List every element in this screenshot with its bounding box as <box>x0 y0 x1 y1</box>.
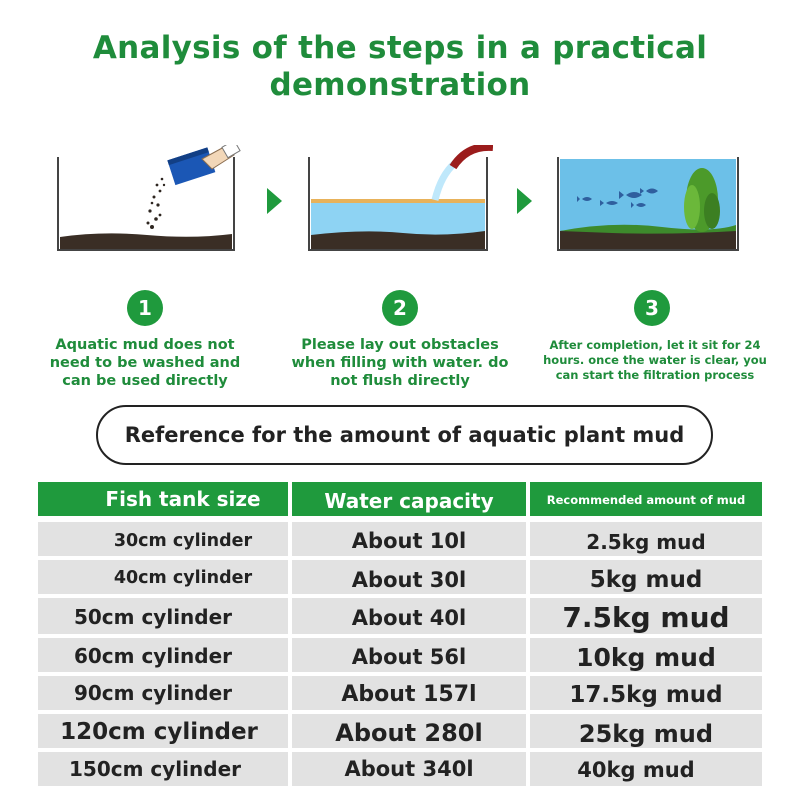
caption-line: hours. once the water is clear, you <box>543 353 767 367</box>
table-row-1-size: 30cm cylinder <box>38 522 288 556</box>
table-row-4-mud: 10kg mud <box>530 638 762 672</box>
table-row-5-capacity: About 157l <box>292 676 526 710</box>
title-line-1: Analysis of the steps in a practical <box>92 30 708 66</box>
table-row-7-mud: 40kg mud <box>530 752 762 786</box>
step-2-caption <box>278 336 522 390</box>
caption-line: After completion, let it sit for 24 <box>549 338 761 352</box>
table-row-3-capacity: About 40l <box>292 598 526 634</box>
table-row-3-mud: 7.5kg mud <box>530 598 762 634</box>
step-3-number: 3 <box>634 290 670 326</box>
step-1-number: 1 <box>127 290 163 326</box>
step-3-caption <box>535 338 775 383</box>
table-row-1-capacity: About 10l <box>292 522 526 556</box>
caption-line: when filling with water. do <box>291 355 509 371</box>
arrow-right-icon-2 <box>517 188 532 214</box>
table-row-7-capacity: About 340l <box>292 752 526 786</box>
step-2-number: 2 <box>382 290 418 326</box>
table-row-6-size: 120cm cylinder <box>38 714 288 748</box>
reference-title: Reference for the amount of aquatic plant mud <box>96 405 713 465</box>
caption-line: not flush directly <box>330 373 470 389</box>
step-1-illustration <box>52 145 242 260</box>
caption-line: need to be washed and <box>49 355 241 371</box>
table-row-2-size: 40cm cylinder <box>38 560 288 594</box>
table-row-7-size: 150cm cylinder <box>38 752 288 786</box>
header-water-capacity: Water capacity <box>292 482 526 516</box>
table-row-5-size: 90cm cylinder <box>38 676 288 710</box>
step-3-illustration <box>552 145 742 260</box>
step-2-illustration <box>303 145 493 260</box>
page-title <box>0 30 800 104</box>
table-row-6-capacity: About 280l <box>292 714 526 748</box>
caption-line: can start the filtration process <box>555 368 755 382</box>
step-1-caption <box>35 336 255 390</box>
caption-line: Aquatic mud does not <box>55 337 235 353</box>
caption-line: can be used directly <box>62 373 228 389</box>
table-row-4-capacity: About 56l <box>292 638 526 672</box>
table-row-5-mud: 17.5kg mud <box>530 676 762 710</box>
table-row-1-mud: 2.5kg mud <box>530 522 762 556</box>
caption-line: Please lay out obstacles <box>301 337 499 353</box>
arrow-right-icon-1 <box>267 188 282 214</box>
header-fish-tank-size: Fish tank size <box>38 482 288 516</box>
header-recommended-mud: Recommended amount of mud <box>530 482 762 516</box>
title-line-2: demonstration <box>269 67 531 103</box>
table-row-2-capacity: About 30l <box>292 560 526 594</box>
table-row-4-size: 60cm cylinder <box>38 638 288 672</box>
table-row-6-mud: 25kg mud <box>530 714 762 748</box>
table-row-3-size: 50cm cylinder <box>38 598 288 634</box>
table-row-2-mud: 5kg mud <box>530 560 762 594</box>
